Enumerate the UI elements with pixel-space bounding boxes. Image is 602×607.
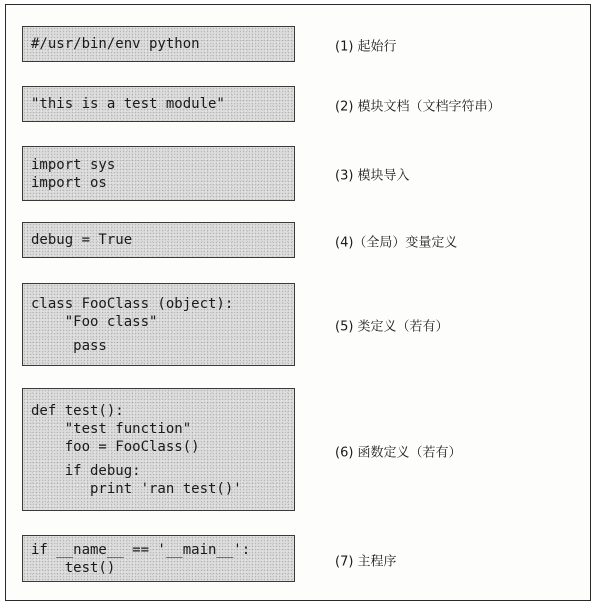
code-line: "Foo class": [31, 313, 158, 330]
caption-class: (5) 类定义（若有）: [335, 319, 449, 335]
code-line: test(): [31, 559, 116, 576]
code-line: "this is a test module": [31, 96, 225, 112]
caption-imports: (3) 模块导入: [335, 168, 410, 184]
code-box-docstring: [22, 86, 295, 122]
caption-docstring: (2) 模块文档（文档字符串）: [335, 99, 501, 115]
caption-function: (6) 函数定义（若有）: [335, 445, 462, 461]
code-box-shebang: [22, 26, 295, 62]
code-line: #/usr/bin/env python: [31, 36, 200, 52]
caption-main: (7) 主程序: [335, 554, 397, 570]
code-line: if debug:: [31, 462, 141, 479]
code-box-globals: [22, 222, 295, 258]
code-line: debug = True: [31, 232, 133, 248]
code-box-function: [22, 388, 295, 511]
code-line: pass: [31, 337, 107, 354]
code-line: if __name__ == '__main__':: [31, 541, 251, 558]
code-line: import os: [31, 174, 107, 191]
code-line: class FooClass (object):: [31, 295, 234, 312]
code-box-imports: [22, 146, 295, 201]
code-line: print 'ran test()': [31, 480, 242, 497]
code-line: import sys: [31, 156, 116, 173]
code-box-class: [22, 283, 295, 366]
caption-shebang: (1) 起始行: [335, 39, 397, 55]
code-line: "test function": [31, 420, 192, 437]
code-line: foo = FooClass(): [31, 438, 200, 455]
code-box-main: [22, 535, 295, 582]
code-line: def test():: [31, 402, 124, 419]
caption-globals: (4)（全局）变量定义: [335, 235, 458, 251]
